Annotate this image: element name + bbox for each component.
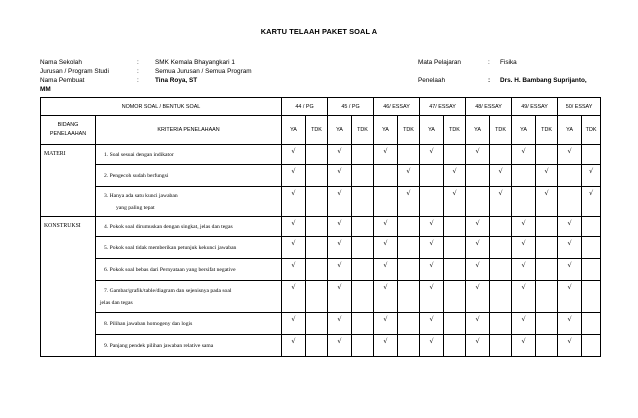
check-mark: √ [582, 165, 601, 187]
empty-cell [558, 187, 582, 217]
empty-cell [306, 237, 328, 259]
empty-cell [582, 145, 601, 165]
empty-cell [490, 335, 512, 357]
criterion-3-line2: yang paling tepat [116, 204, 155, 211]
check-mark: √ [490, 165, 512, 187]
question-header: 47/ ESSAY [420, 98, 466, 116]
pembuat-colon: : [137, 77, 139, 84]
check-mark: √ [558, 281, 582, 313]
check-mark: √ [420, 237, 444, 259]
empty-cell [352, 145, 374, 165]
check-mark: √ [328, 281, 352, 313]
check-mark: √ [466, 217, 490, 237]
criterion-9: 9. Panjang pendek pilihan jawaban relative sama [96, 335, 282, 357]
table-row [41, 187, 601, 217]
empty-cell [306, 187, 328, 217]
ya-header: YA [512, 116, 536, 145]
empty-cell [512, 187, 536, 217]
check-mark: √ [466, 145, 490, 165]
check-mark: √ [374, 281, 398, 313]
empty-cell [306, 259, 328, 281]
empty-cell [306, 165, 328, 187]
empty-cell [398, 217, 420, 237]
empty-cell [306, 335, 328, 357]
ya-header: YA [558, 116, 582, 145]
criterion-3-line1: 3. Hanya ada satu kunci jawaban [104, 192, 178, 199]
table-row [41, 281, 601, 313]
empty-cell [398, 313, 420, 335]
check-mark: √ [328, 165, 352, 187]
check-mark: √ [282, 313, 306, 335]
empty-cell [306, 281, 328, 313]
empty-cell [352, 217, 374, 237]
empty-cell [352, 281, 374, 313]
criterion-1: 1. Soal sesuai dengan indikator [96, 145, 282, 165]
check-mark: √ [558, 259, 582, 281]
check-mark: √ [328, 313, 352, 335]
check-mark: √ [328, 259, 352, 281]
check-mark: √ [420, 259, 444, 281]
empty-cell [582, 313, 601, 335]
table-row [41, 313, 601, 335]
check-mark: √ [420, 281, 444, 313]
check-mark: √ [444, 187, 466, 217]
jurusan-value: Semua Jurusan / Semua Program [155, 68, 252, 75]
check-mark: √ [558, 237, 582, 259]
check-mark: √ [328, 237, 352, 259]
check-mark: √ [282, 259, 306, 281]
empty-cell [352, 165, 374, 187]
empty-cell [352, 259, 374, 281]
pembuat-label: Nama Pembuat [40, 77, 85, 84]
empty-cell [466, 187, 490, 217]
criterion-7 [96, 281, 282, 313]
check-mark: √ [398, 165, 420, 187]
question-header: 49/ ESSAY [512, 98, 558, 116]
table-row [41, 237, 601, 259]
check-mark: √ [444, 165, 466, 187]
empty-cell [444, 217, 466, 237]
empty-cell [420, 165, 444, 187]
empty-cell [398, 259, 420, 281]
check-mark: √ [558, 313, 582, 335]
empty-cell [352, 335, 374, 357]
ya-header: YA [374, 116, 398, 145]
empty-cell [582, 259, 601, 281]
check-mark: √ [466, 313, 490, 335]
table-row [41, 145, 601, 165]
table-row [41, 217, 601, 237]
tdk-header: TDK [306, 116, 328, 145]
pembuat-value: Tina Roya, ST [155, 77, 198, 84]
check-mark: √ [328, 187, 352, 217]
empty-cell [582, 217, 601, 237]
empty-cell [490, 145, 512, 165]
empty-cell [352, 313, 374, 335]
criterion-4: 4. Pokok soal dirumuskan dengan singkat, jelas dan tegas [96, 217, 282, 237]
ya-header: YA [420, 116, 444, 145]
empty-cell [536, 217, 558, 237]
check-mark: √ [512, 335, 536, 357]
check-mark: √ [328, 335, 352, 357]
check-mark: √ [374, 237, 398, 259]
header-row-ya-tdk [41, 116, 601, 145]
check-mark: √ [512, 237, 536, 259]
question-header: 50/ ESSAY [558, 98, 601, 116]
check-mark: √ [536, 187, 558, 217]
criterion-7-line1: 7. Gambar/grafik/table/diagram dan sejenisnya pada soal [104, 287, 232, 294]
check-mark: √ [512, 313, 536, 335]
question-header: 45 / PG [328, 98, 374, 116]
empty-cell [558, 165, 582, 187]
bidang-header: BIDANG PENELAAHAN [41, 116, 96, 145]
pembuat-suffix: MM [40, 86, 51, 93]
empty-cell [444, 313, 466, 335]
check-mark: √ [420, 313, 444, 335]
empty-cell [352, 237, 374, 259]
check-mark: √ [490, 187, 512, 217]
penelaah-value: Drs. H. Bambang Suprijanto, [500, 77, 587, 84]
question-header: 46/ ESSAY [374, 98, 420, 116]
check-mark: √ [328, 145, 352, 165]
check-mark: √ [420, 145, 444, 165]
header-row-questions [41, 98, 601, 116]
check-mark: √ [374, 259, 398, 281]
ya-header: YA [328, 116, 352, 145]
check-mark: √ [466, 281, 490, 313]
check-mark: √ [512, 281, 536, 313]
check-mark: √ [420, 217, 444, 237]
empty-cell [374, 165, 398, 187]
check-mark: √ [420, 335, 444, 357]
empty-cell [444, 237, 466, 259]
tdk-header: TDK [352, 116, 374, 145]
jurusan-label: Jurusan / Program Studi [40, 68, 109, 75]
check-mark: √ [466, 259, 490, 281]
tdk-header: TDK [490, 116, 512, 145]
sekolah-label: Nama Sekolah [40, 59, 82, 66]
check-mark: √ [558, 145, 582, 165]
criterion-2: 2. Pengecoh sudah berfungsi [96, 165, 282, 187]
tdk-header: TDK [444, 116, 466, 145]
check-mark: √ [398, 187, 420, 217]
empty-cell [490, 281, 512, 313]
empty-cell [536, 281, 558, 313]
check-mark: √ [282, 145, 306, 165]
check-mark: √ [282, 237, 306, 259]
tdk-header: TDK [536, 116, 558, 145]
check-mark: √ [282, 165, 306, 187]
table-row [41, 335, 601, 357]
empty-cell [536, 313, 558, 335]
nomor-header: NOMOR SOAL / BENTUK SOAL [41, 98, 282, 116]
check-mark: √ [282, 217, 306, 237]
criterion-7-line2: jelas dan tegas [100, 299, 133, 306]
question-header: 44 / PG [282, 98, 328, 116]
empty-cell [466, 165, 490, 187]
check-mark: √ [374, 145, 398, 165]
empty-cell [398, 145, 420, 165]
check-mark: √ [558, 335, 582, 357]
empty-cell [306, 217, 328, 237]
empty-cell [444, 335, 466, 357]
empty-cell [490, 217, 512, 237]
empty-cell [536, 259, 558, 281]
check-mark: √ [282, 281, 306, 313]
group-materi: MATERI [41, 145, 96, 217]
empty-cell [444, 145, 466, 165]
check-mark: √ [466, 237, 490, 259]
empty-cell [398, 281, 420, 313]
empty-cell [444, 259, 466, 281]
mapel-label: Mata Pelajaran [418, 59, 461, 66]
empty-cell [536, 335, 558, 357]
criterion-6: 6. Pokok soal bebas dari Pernyataan yang bersifat negative [96, 259, 282, 281]
penelaah-label: Penelaah [418, 77, 446, 84]
penelaah-colon: : [488, 77, 491, 84]
empty-cell [420, 187, 444, 217]
check-mark: √ [558, 217, 582, 237]
empty-cell [582, 335, 601, 357]
ya-header: YA [466, 116, 490, 145]
empty-cell [582, 237, 601, 259]
check-mark: √ [374, 217, 398, 237]
check-mark: √ [512, 259, 536, 281]
empty-cell [352, 187, 374, 217]
check-mark: √ [466, 335, 490, 357]
tdk-header: TDK [398, 116, 420, 145]
kriteria-header: KRITERIA PENELAHAAN [96, 116, 282, 145]
empty-cell [444, 281, 466, 313]
check-mark: √ [374, 313, 398, 335]
empty-cell [582, 281, 601, 313]
check-mark: √ [512, 145, 536, 165]
telaah-table [40, 97, 601, 357]
empty-cell [374, 187, 398, 217]
check-mark: √ [328, 217, 352, 237]
empty-cell [306, 145, 328, 165]
check-mark: √ [282, 187, 306, 217]
table-row [41, 259, 601, 281]
empty-cell [306, 313, 328, 335]
empty-cell [398, 335, 420, 357]
table-row [41, 165, 601, 187]
group-konstruksi: KONSTRUKSI [41, 217, 96, 357]
sekolah-colon: : [137, 59, 139, 66]
check-mark: √ [282, 335, 306, 357]
empty-cell [512, 165, 536, 187]
mapel-colon: : [488, 59, 490, 66]
criterion-8: 8. Pilihan jawaban homogeny dan logis [96, 313, 282, 335]
tdk-header: TDK [582, 116, 601, 145]
question-header: 48/ ESSAY [466, 98, 512, 116]
empty-cell [536, 237, 558, 259]
empty-cell [490, 313, 512, 335]
sekolah-value: SMK Kemala Bhayangkari 1 [155, 59, 235, 66]
mapel-value: Fisika [500, 59, 517, 66]
check-mark: √ [374, 335, 398, 357]
criterion-3 [96, 187, 282, 217]
check-mark: √ [512, 217, 536, 237]
criterion-5: 5. Pokok soal tidak memberikan petunjuk kekunci jawaban [96, 237, 282, 259]
jurusan-colon: : [137, 68, 139, 75]
ya-header: YA [282, 116, 306, 145]
empty-cell [490, 259, 512, 281]
check-mark: √ [582, 187, 601, 217]
empty-cell [398, 237, 420, 259]
empty-cell [536, 145, 558, 165]
document-title: KARTU TELAAH PAKET SOAL A [260, 27, 378, 36]
empty-cell [490, 237, 512, 259]
check-mark: √ [536, 165, 558, 187]
